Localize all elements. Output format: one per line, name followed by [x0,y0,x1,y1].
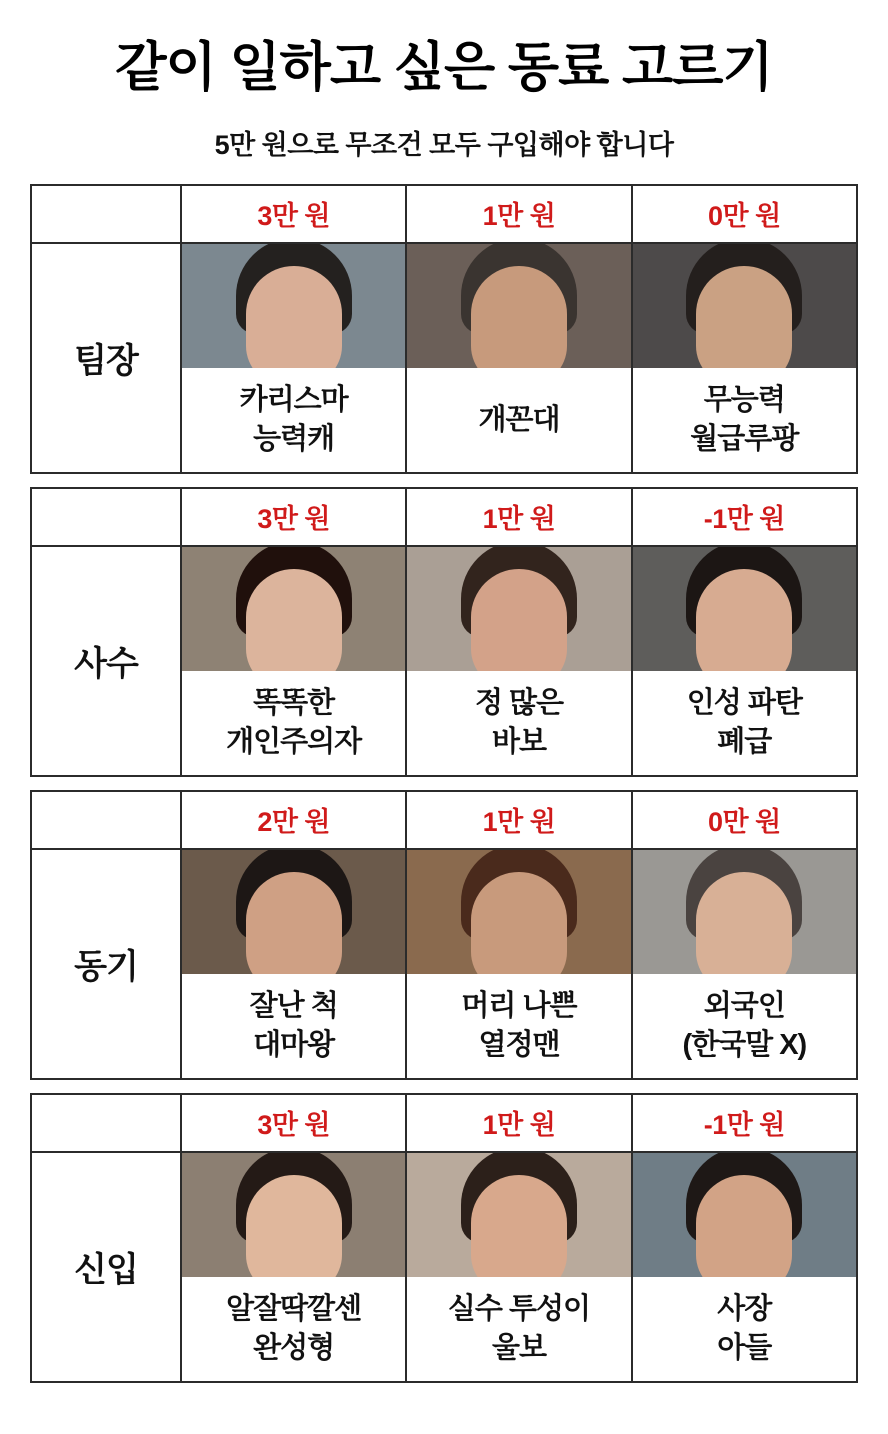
price-row [32,792,856,850]
option-card[interactable] [633,547,856,775]
options-row [32,850,856,1078]
row-label: 팀장 [32,244,182,472]
price-row [32,186,856,244]
option-card[interactable] [182,850,407,1078]
caption-line-2: 아들 [717,1331,772,1364]
caption-line-1: 잘난 척 [249,990,338,1023]
option-card[interactable] [407,244,632,472]
poster-page [0,38,888,1434]
caption-line-2: 개인주의자 [226,725,362,758]
price-cell: 3만 원 [182,186,407,242]
option-caption [407,671,630,775]
option-caption [633,974,856,1078]
option-caption [407,1277,630,1381]
photo-male-glasses-suit [633,244,856,368]
caption-line-1: 알잘딱깔센 [226,1293,362,1326]
caption-line-1: 인성 파탄 [686,687,802,720]
option-card[interactable] [182,1153,407,1381]
row-label: 동기 [32,850,182,1078]
caption-line-2: 울보 [491,1331,546,1364]
caption-line-1: 실수 투성이 [447,1293,591,1326]
options-row [32,1153,856,1381]
option-card[interactable] [182,244,407,472]
page-title: 같이 일하고 싶은 동료 고르기 [115,38,773,97]
price-cell: 3만 원 [182,489,407,545]
price-row-spacer [32,186,182,242]
price-cell: 0만 원 [707,807,781,838]
option-caption [407,368,630,472]
price-cell: 3만 원 [182,1095,407,1151]
option-card[interactable] [407,850,632,1078]
caption-line-2: 월급루팡 [690,422,799,455]
caption-line-1: 카리스마 [239,384,348,417]
price-row-spacer [32,489,182,545]
price-cell: 1만 원 [407,792,632,848]
caption-line-2: 폐급 [717,725,772,758]
option-caption [182,1277,405,1381]
caption-line-2: 열정맨 [478,1028,560,1061]
row-label: 사수 [32,547,182,775]
photo-female-cold-stare [633,547,856,671]
photo-foreigner-beard [633,850,856,974]
caption-line-1: 개꼰대 [478,403,560,436]
caption-line-1: 외국인 [703,990,785,1023]
photo-female-confident [182,244,405,368]
price-cell: 0만 원 [707,201,781,232]
caption-line-1: 정 많은 [474,687,564,720]
photo-male-boss-son [633,1153,856,1277]
photo-female-crying [407,547,630,671]
option-card[interactable] [633,244,856,472]
price-row [32,489,856,547]
option-caption [633,1277,856,1381]
caption-line-2: 바보 [491,725,546,758]
caption-line-1: 무능력 [703,384,785,417]
option-caption [633,671,856,775]
caption-line-2: 완성형 [253,1331,335,1364]
selection-tables [30,184,858,1383]
caption-line-2: 대마왕 [253,1028,335,1061]
option-card[interactable] [633,1153,856,1381]
option-card[interactable] [182,547,407,775]
group-block [30,184,858,474]
photo-female-short-hair [182,547,405,671]
group-block [30,1093,858,1383]
option-card[interactable] [407,547,632,775]
photo-male-passionate [407,850,630,974]
options-row [32,547,856,775]
option-caption [633,368,856,472]
row-label: 신입 [32,1153,182,1381]
price-cell: 1만 원 [407,489,632,545]
photo-female-crying-newbie [407,1153,630,1277]
price-row-spacer [32,1095,182,1151]
group-block [30,790,858,1080]
option-card[interactable] [407,1153,632,1381]
caption-line-2: 능력캐 [253,422,335,455]
price-cell: -1만 원 [703,504,785,535]
price-row [32,1095,856,1153]
caption-line-2: (한국말 X) [682,1028,807,1061]
price-cell: 1만 원 [407,186,632,242]
caption-line-1: 머리 나쁜 [461,990,577,1023]
options-row [32,244,856,472]
option-caption [182,974,405,1078]
option-caption [407,974,630,1078]
photo-male-middleaged-angry [407,244,630,368]
price-cell: 2만 원 [182,792,407,848]
page-subtitle: 5만 원으로 무조건 모두 구입해야 합니다 [214,129,674,160]
option-caption [182,368,405,472]
option-card[interactable] [633,850,856,1078]
photo-male-young-handsome [182,850,405,974]
photo-female-smiling-newbie [182,1153,405,1277]
price-row-spacer [32,792,182,848]
group-block [30,487,858,777]
caption-line-1: 똑똑한 [253,687,335,720]
caption-line-1: 사장 [717,1293,772,1326]
price-cell: 1만 원 [407,1095,632,1151]
price-cell: -1만 원 [703,1110,785,1141]
option-caption [182,671,405,775]
